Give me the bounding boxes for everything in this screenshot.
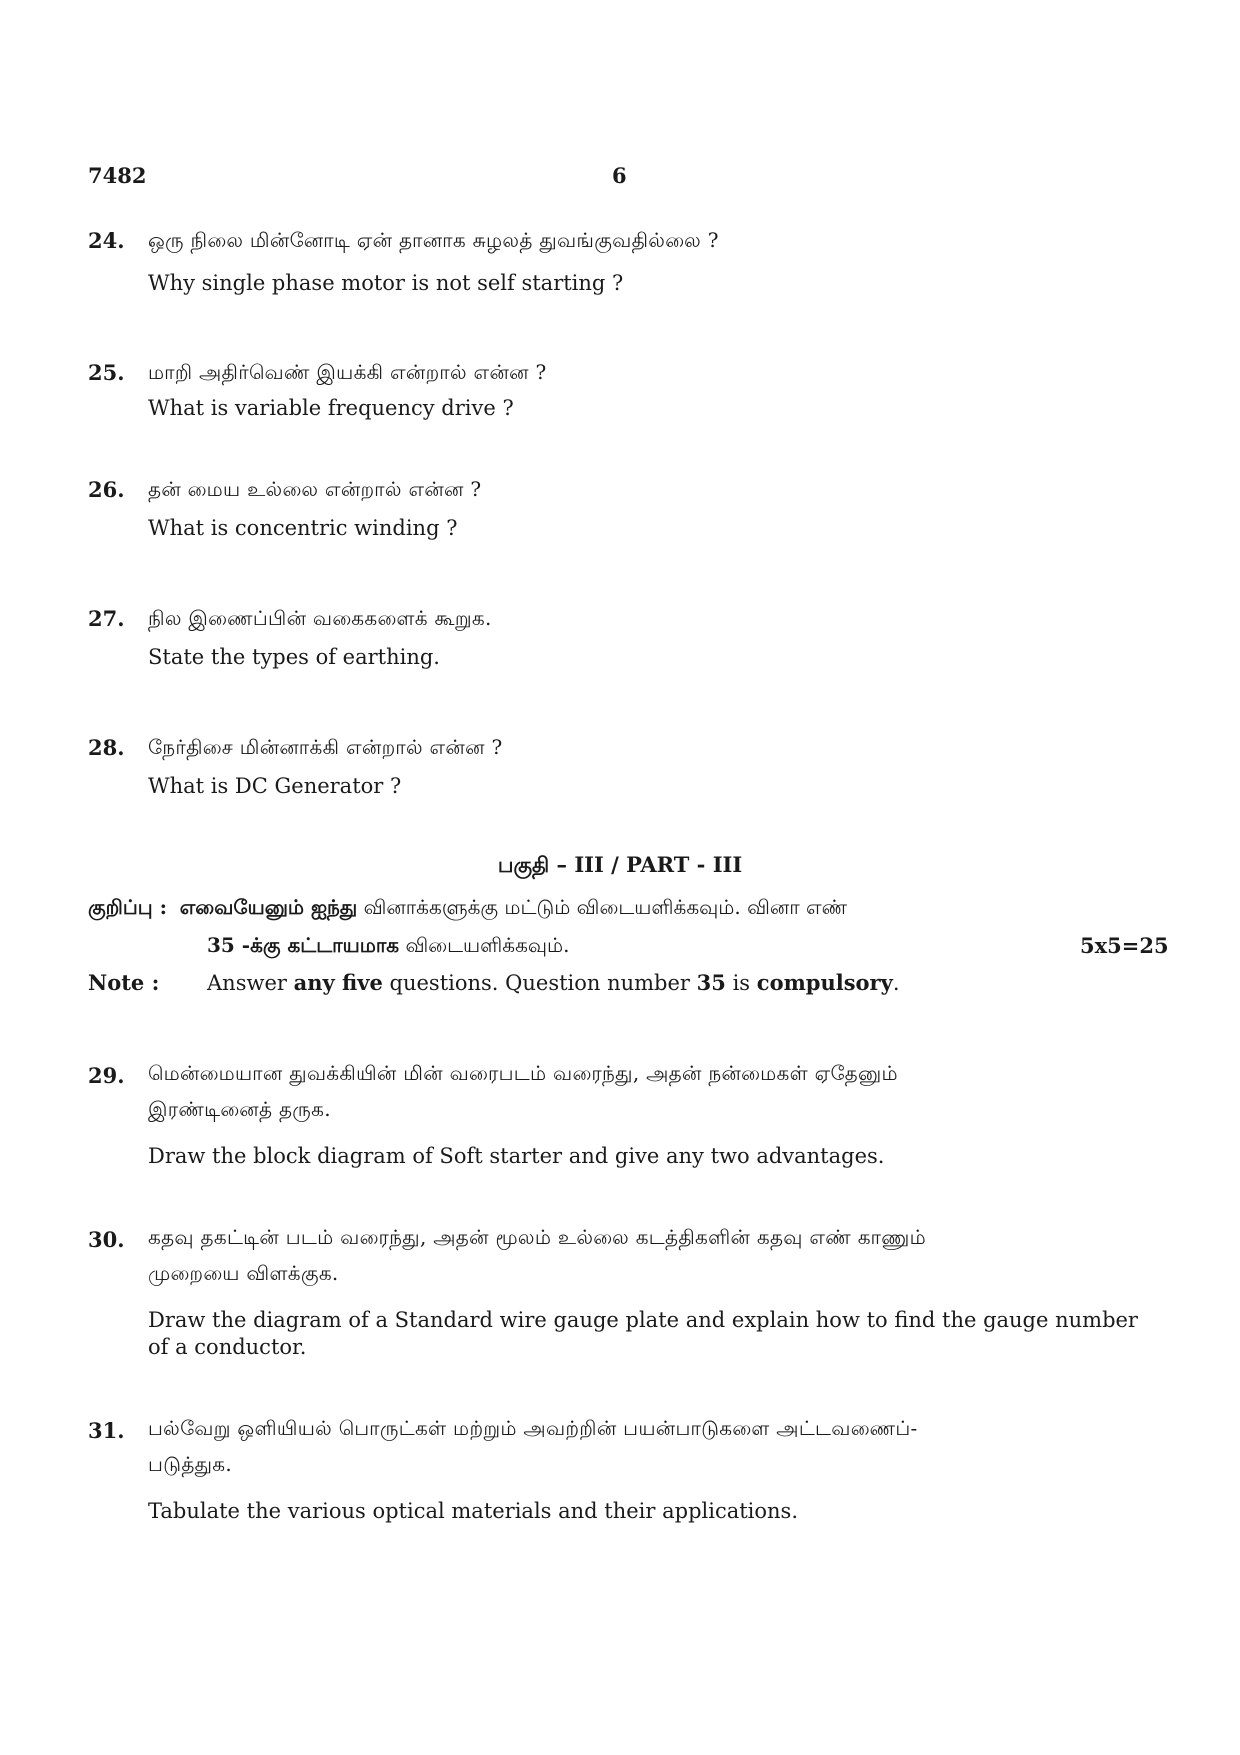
note-en-bold1: any five	[293, 970, 383, 995]
note-english	[207, 970, 900, 995]
note-tamil-label: குறிப்பு :	[88, 895, 167, 919]
question-english: Draw the block diagram of Soft starter and give any two advantages.	[148, 1144, 885, 1168]
question-tamil: மென்மையான துவக்கியின் மின் வரைபடம் வரைந்து, அதன் நன்மைகள் ஏதேனும் இரண்டினைத் தருக.	[148, 1061, 898, 1121]
question-tamil: மாறி அதிர்வெண் இயக்கி என்றால் என்ன ?	[148, 360, 547, 384]
note-tamil-text2: விடையளிக்கவும்.	[405, 933, 570, 957]
note-tamil-bold1: எவையேனும் ஐந்து	[179, 895, 358, 919]
note-tamil-line2	[207, 933, 569, 960]
question-number: 28.	[88, 735, 125, 760]
question-number: 29.	[88, 1063, 125, 1088]
note-en-bold2: 35	[696, 970, 726, 995]
part-heading: பகுதி – III / PART - III	[497, 852, 743, 877]
note-tamil-line1	[88, 895, 847, 922]
question-number: 27.	[88, 606, 125, 631]
marks-allocation: 5x5=25	[1080, 933, 1169, 958]
question-number: 24.	[88, 228, 125, 253]
question-tamil: தன் மைய உல்லை என்றால் என்ன ?	[148, 477, 482, 501]
question-number: 31.	[88, 1418, 125, 1443]
question-english: State the types of earthing.	[148, 645, 440, 669]
question-english: What is DC Generator ?	[148, 774, 402, 798]
note-en-text3: is	[732, 971, 751, 995]
note-tamil-bold2: 35 -க்கு கட்டாயமாக	[207, 933, 400, 957]
question-english: Why single phase motor is not self starting ?	[148, 271, 624, 295]
question-tamil: ஒரு நிலை மின்னோடி ஏன் தானாக சுழலத் துவங்குவதில்லை ?	[148, 228, 719, 252]
note-tamil-text1: வினாக்களுக்கு மட்டும் விடையளிக்கவும். வினா எண்	[363, 895, 848, 919]
question-tamil: பல்வேறு ஒளியியல் பொருட்கள் மற்றும் அவற்றின் பயன்பாடுகளை அட்டவணைப்- படுத்துக.	[148, 1416, 918, 1476]
note-english-label: Note :	[88, 970, 160, 995]
question-tamil: நேர்திசை மின்னாக்கி என்றால் என்ன ?	[148, 735, 503, 759]
paper-code: 7482	[88, 163, 147, 188]
question-english: What is concentric winding ?	[148, 516, 458, 540]
question-english: What is variable frequency drive ?	[148, 396, 514, 420]
page-number: 6	[612, 163, 627, 188]
question-english: Tabulate the various optical materials and their applications.	[148, 1499, 799, 1523]
question-number: 30.	[88, 1227, 125, 1252]
question-tamil: கதவு தகட்டின் படம் வரைந்து, அதன் மூலம் உல்லை கடத்திகளின் கதவு எண் காணும் முறையை விளக்குக.	[148, 1225, 927, 1285]
question-number: 26.	[88, 477, 125, 502]
note-en-text2: questions. Question number	[389, 971, 690, 995]
note-en-bold3: compulsory	[756, 970, 893, 995]
question-english: Draw the diagram of a Standard wire gauge plate and explain how to find the gauge number of a conductor.	[148, 1308, 1138, 1359]
question-tamil: நில இணைப்பின் வகைகளைக் கூறுக.	[148, 606, 492, 630]
note-en-text4: .	[892, 971, 900, 995]
note-en-text1: Answer	[207, 971, 287, 995]
question-number: 25.	[88, 360, 125, 385]
